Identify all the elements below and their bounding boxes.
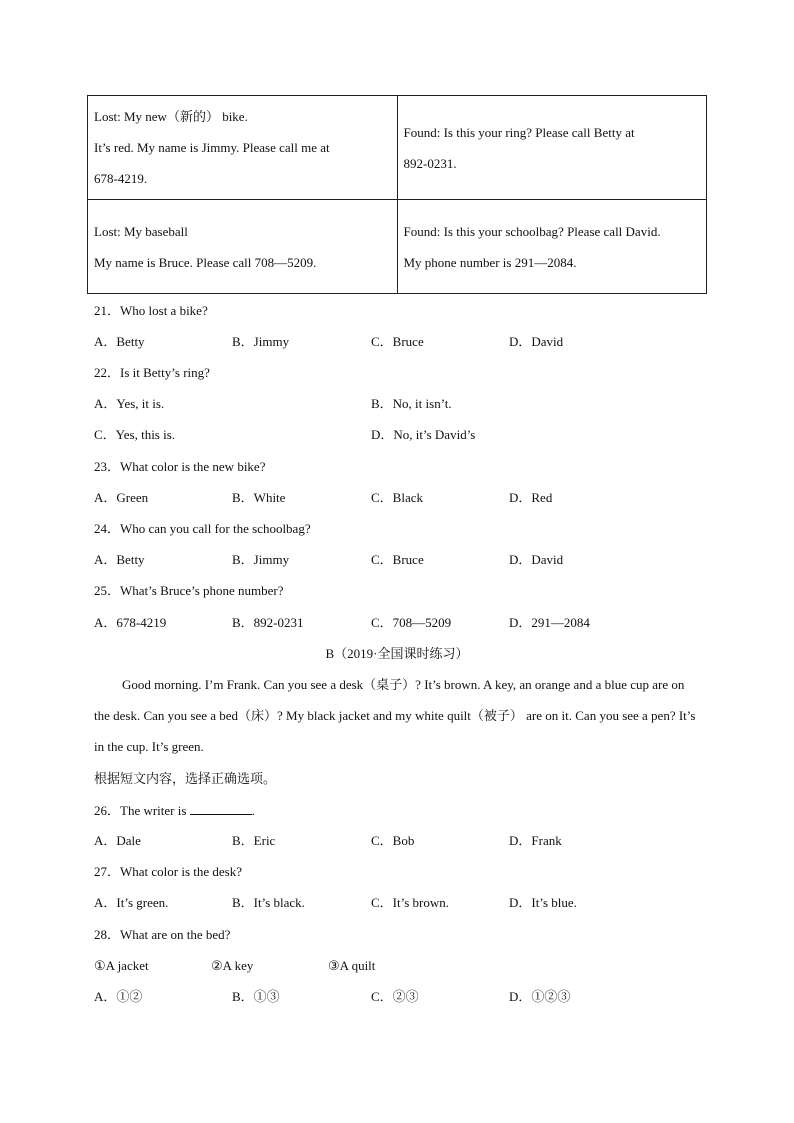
option-27-b: B．It’s black. <box>232 895 305 910</box>
option-23-d: D．Red <box>509 490 553 505</box>
lost-found-table <box>87 95 707 294</box>
option-26-d: D．Frank <box>509 833 562 848</box>
ad-line: My phone number is 291—2084. <box>403 254 577 270</box>
question-27: 27．What color is the desk? <box>94 864 243 879</box>
item-28-2: ②A key <box>211 958 254 973</box>
option-26-c: C．Bob <box>371 833 415 848</box>
option-25-d: D．291—2084 <box>509 615 590 630</box>
option-22-c: C．Yes, this is. <box>94 427 176 442</box>
option-24-d: D．David <box>509 552 564 567</box>
ad-line: Lost: My baseball <box>94 223 188 239</box>
option-23-a: A．Green <box>94 490 149 505</box>
option-21-b: B．Jimmy <box>232 334 290 349</box>
option-24-c: C．Bruce <box>371 552 424 567</box>
option-28-c: C．②③ <box>371 989 419 1004</box>
ad-lost-baseball <box>88 200 398 294</box>
ad-line: Lost: My new（新的） bike. <box>94 109 248 124</box>
instruction: 根据短文内容，选择正确选项。 <box>94 771 277 786</box>
ad-found-schoolbag <box>397 200 707 294</box>
reading-passage <box>94 669 700 762</box>
question-25: 25．What’s Bruce’s phone number? <box>94 583 284 598</box>
question-26 <box>94 802 255 819</box>
question-24: 24．Who can you call for the schoolbag? <box>94 521 311 536</box>
ad-line: Found: Is this your schoolbag? Please call David. <box>403 223 661 239</box>
passage-text: Good morning. I’m Frank. Can you see a desk（桌子）? It’s brown. A key, an orange and a blue cup are on the desk. Can you see a bed（床）? My black jacket and my white quilt（被子） are on it. Can you see a pen? It’s in the cup. It’s green. <box>94 677 696 754</box>
option-27-d: D．It’s blue. <box>509 895 577 910</box>
option-22-a: A．Yes, it is. <box>94 396 165 411</box>
item-28-1: ①A jacket <box>94 958 149 973</box>
ad-line: 678-4219. <box>94 171 148 186</box>
question-26-end: . <box>251 803 255 818</box>
ad-line: My name is Bruce. Please call 708—5209. <box>94 254 317 270</box>
ad-line: Found: Is this your ring? Please call Betty at <box>403 124 635 140</box>
option-22-b: B．No, it isn’t. <box>371 396 452 411</box>
ad-lost-bike <box>88 96 398 200</box>
option-27-c: C．It’s brown. <box>371 895 450 910</box>
option-21-a: A．Betty <box>94 334 145 349</box>
ad-found-ring <box>397 96 707 200</box>
option-21-c: C．Bruce <box>371 334 424 349</box>
option-24-b: B．Jimmy <box>232 552 290 567</box>
question-28: 28．What are on the bed? <box>94 927 231 942</box>
option-25-b: B．892-0231 <box>232 615 304 630</box>
option-25-a: A．678-4219 <box>94 615 167 630</box>
option-23-b: B．White <box>232 490 286 505</box>
option-28-d: D．①②③ <box>509 989 571 1004</box>
option-23-c: C．Black <box>371 490 423 505</box>
option-24-a: A．Betty <box>94 552 145 567</box>
ad-line: It’s red. My name is Jimmy. Please call me at <box>94 140 330 155</box>
question-21: 21．Who lost a bike? <box>94 303 208 318</box>
option-26-a: A．Dale <box>94 833 141 848</box>
option-28-b: B．①③ <box>232 989 280 1004</box>
option-25-c: C．708—5209 <box>371 615 452 630</box>
ad-line: 892-0231. <box>403 155 457 171</box>
question-23: 23．What color is the new bike? <box>94 459 266 474</box>
option-27-a: A．It’s green. <box>94 895 169 910</box>
item-28-3: ③A quilt <box>328 958 376 973</box>
section-b-heading: B（2019·全国课时练习） <box>325 646 469 661</box>
answer-blank <box>190 802 252 815</box>
option-28-a: A．①② <box>94 989 143 1004</box>
question-26-stem: 26．The writer is <box>94 803 187 818</box>
option-21-d: D．David <box>509 334 564 349</box>
option-26-b: B．Eric <box>232 833 276 848</box>
option-22-d: D．No, it’s David’s <box>371 427 476 442</box>
question-22: 22．Is it Betty’s ring? <box>94 365 210 380</box>
